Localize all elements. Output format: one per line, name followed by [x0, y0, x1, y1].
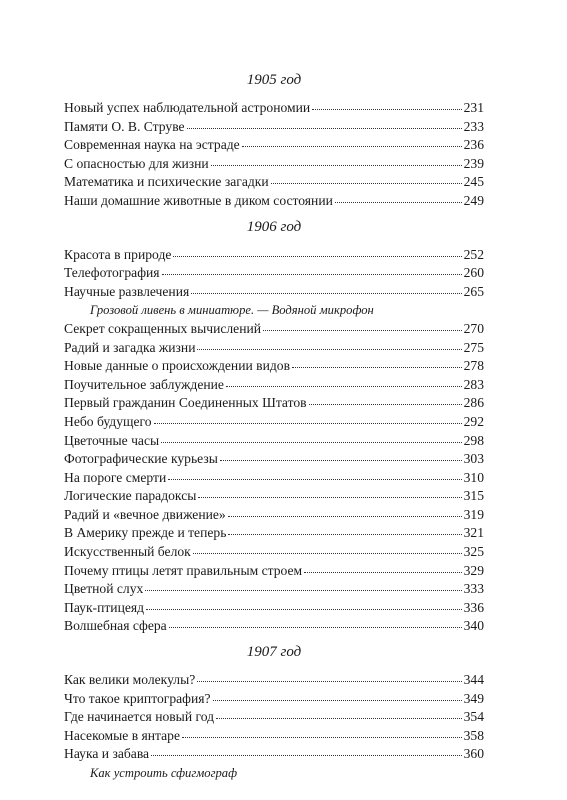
leader-dots: [193, 552, 462, 554]
toc-entry-title: Цветной слух: [64, 581, 144, 597]
toc-entry[interactable]: [64, 283, 484, 302]
toc-entry-page: 325: [463, 544, 484, 560]
toc-entry-page: 360: [463, 746, 484, 762]
toc-entry[interactable]: [64, 745, 484, 764]
toc-entry-title: Современная наука на эстраде: [64, 137, 240, 153]
leader-dots: [191, 292, 461, 294]
section-1907: [64, 642, 484, 783]
toc-entry[interactable]: [64, 394, 484, 413]
toc-entry-page: 321: [463, 525, 484, 541]
leader-dots: [220, 459, 462, 461]
leader-dots: [197, 348, 461, 350]
toc-entry-title: Радий и загадка жизни: [64, 339, 196, 355]
toc-entry-title: Поучительное заблуждение: [64, 376, 224, 392]
toc-entry[interactable]: [64, 320, 484, 339]
leader-dots: [182, 736, 462, 738]
section-1905: [64, 70, 484, 211]
toc-entry[interactable]: [64, 617, 484, 636]
leader-dots: [228, 515, 462, 517]
toc-entry[interactable]: [64, 246, 484, 265]
toc-entry-title: Где начинается новый год: [64, 709, 215, 725]
toc-entry-page: 233: [463, 118, 484, 134]
leader-dots: [213, 699, 462, 701]
leader-dots: [211, 164, 462, 166]
leader-dots: [154, 422, 462, 424]
leader-dots: [309, 403, 462, 405]
toc-entry[interactable]: [64, 543, 484, 562]
toc-entry[interactable]: [64, 173, 484, 192]
toc-entry-title: Искусственный белок: [64, 544, 191, 560]
leader-dots: [312, 108, 461, 110]
toc-entry[interactable]: [64, 99, 484, 118]
toc-entry-page: 236: [463, 137, 484, 153]
toc-entry-title: Первый гражданин Соединенных Штатов: [64, 395, 307, 411]
toc-entry[interactable]: [64, 671, 484, 690]
toc-entry-page: 298: [463, 432, 484, 448]
toc-entry-page: 252: [463, 246, 484, 262]
toc-entry-page: 333: [463, 581, 484, 597]
leader-dots: [292, 366, 462, 368]
toc-entry-title: Фотографические курьезы: [64, 451, 218, 467]
leader-dots: [169, 626, 462, 628]
toc-entry[interactable]: [64, 432, 484, 451]
toc-entry-title: Логические парадоксы: [64, 488, 197, 504]
toc-entry-title: Небо будущего: [64, 413, 152, 429]
toc-entry-title: Секрет сокращенных вычислений: [64, 320, 262, 336]
toc-entry-page: 336: [463, 599, 484, 615]
toc-entry-page: 358: [463, 727, 484, 743]
leader-dots: [228, 533, 461, 535]
toc-entry-subtitle: Как устроить сфигмограф: [90, 766, 238, 780]
toc-entry[interactable]: [64, 487, 484, 506]
leader-dots: [145, 589, 461, 591]
toc-entry-page: 239: [463, 155, 484, 171]
leader-dots: [216, 717, 462, 719]
toc-entry[interactable]: [64, 339, 484, 358]
leader-dots: [161, 441, 461, 443]
toc-entry-title: Телефотография: [64, 265, 160, 281]
leader-dots: [304, 571, 461, 573]
toc-entry-page: 278: [463, 358, 484, 374]
table-of-contents: [64, 70, 484, 783]
leader-dots: [271, 182, 462, 184]
toc-entry-page: 329: [463, 562, 484, 578]
leader-dots: [198, 496, 461, 498]
toc-entry-page: 340: [463, 618, 484, 634]
toc-entry-page: 231: [463, 100, 484, 115]
leader-dots: [168, 478, 461, 480]
toc-entry-title: Наши домашние животные в диком состоянии: [64, 192, 333, 208]
toc-entry-title: Математика и психические загадки: [64, 174, 269, 190]
leader-dots: [162, 273, 462, 275]
leader-dots: [151, 754, 462, 756]
toc-entry[interactable]: [64, 118, 484, 137]
toc-entry[interactable]: [64, 413, 484, 432]
section-year-heading: 1906 год: [246, 218, 302, 235]
toc-entry-page: 315: [463, 488, 484, 504]
leader-dots: [197, 680, 461, 682]
toc-entry-title: Что такое криптография?: [64, 690, 211, 706]
toc-entry-title: Красота в природе: [64, 246, 172, 262]
toc-entry-page: 260: [463, 265, 484, 281]
toc-entry-title: Радий и «вечное движение»: [64, 506, 226, 522]
toc-entry-title: Наука и забава: [64, 746, 150, 762]
toc-entry[interactable]: [64, 155, 484, 174]
toc-entry-page: 270: [463, 320, 484, 336]
toc-entry[interactable]: [64, 264, 484, 283]
toc-entry-title: С опасностью для жизни: [64, 155, 209, 171]
toc-entry-page: 349: [463, 690, 484, 706]
toc-entry-page: 303: [463, 451, 484, 467]
toc-entry[interactable]: [64, 469, 484, 488]
leader-dots: [242, 145, 462, 147]
toc-entry-page: 319: [463, 506, 484, 522]
toc-entry-page: 245: [463, 174, 484, 190]
toc-entry-title: На пороге смерти: [64, 469, 167, 485]
toc-entry-title: Волшебная сфера: [64, 618, 167, 634]
toc-entry-title: Как велики молекулы?: [64, 672, 196, 688]
leader-dots: [173, 255, 461, 257]
toc-entry[interactable]: [64, 708, 484, 727]
toc-entry-page: 265: [463, 283, 484, 299]
toc-entry-page: 286: [463, 395, 484, 411]
leader-dots: [335, 201, 462, 203]
toc-entry-page: 292: [463, 413, 484, 429]
toc-entry[interactable]: [64, 562, 484, 581]
toc-entry-title: Паук-птицеяд: [64, 599, 145, 615]
leader-dots: [146, 608, 462, 610]
toc-entry[interactable]: [64, 376, 484, 395]
toc-entry[interactable]: [64, 357, 484, 376]
toc-entry[interactable]: [64, 727, 484, 746]
toc-entry-page: 344: [463, 672, 484, 688]
toc-entry-title: Почему птицы летят правильным строем: [64, 562, 303, 578]
toc-entry-title: Насекомые в янтаре: [64, 727, 181, 743]
toc-entry-title: Цветочные часы: [64, 432, 160, 448]
toc-entry-subtitle: Грозовой ливень в миниатюре. — Водяной микрофон: [90, 303, 374, 318]
toc-entry[interactable]: [64, 690, 484, 709]
toc-entry[interactable]: [64, 599, 484, 618]
toc-entry-title: В Америку прежде и теперь: [64, 525, 227, 541]
leader-dots: [226, 385, 462, 387]
toc-entry-page: 310: [463, 469, 484, 485]
toc-entry[interactable]: [64, 506, 484, 525]
toc-entry-page: 249: [463, 192, 484, 208]
toc-entry[interactable]: [64, 524, 484, 543]
toc-entry-title: Новый успех наблюдательной астрономии: [64, 100, 311, 115]
toc-entry-page: 275: [463, 339, 484, 355]
toc-entry-title: Новые данные о происхождении видов: [64, 358, 290, 374]
toc-entry[interactable]: [64, 136, 484, 155]
section-year-heading: 1905 год: [246, 72, 302, 88]
leader-dots: [263, 329, 462, 331]
toc-entry-title: Научные развлечения: [64, 283, 190, 299]
section-year-heading: 1907 год: [246, 644, 302, 661]
toc-entry[interactable]: [64, 450, 484, 469]
toc-entry-title: Памяти О. В. Струве: [64, 118, 185, 134]
leader-dots: [187, 127, 462, 129]
toc-entry[interactable]: [64, 192, 484, 211]
toc-entry[interactable]: [64, 580, 484, 599]
section-1906: [64, 217, 484, 636]
toc-entry-page: 354: [463, 709, 484, 725]
toc-entry-page: 283: [463, 376, 484, 392]
